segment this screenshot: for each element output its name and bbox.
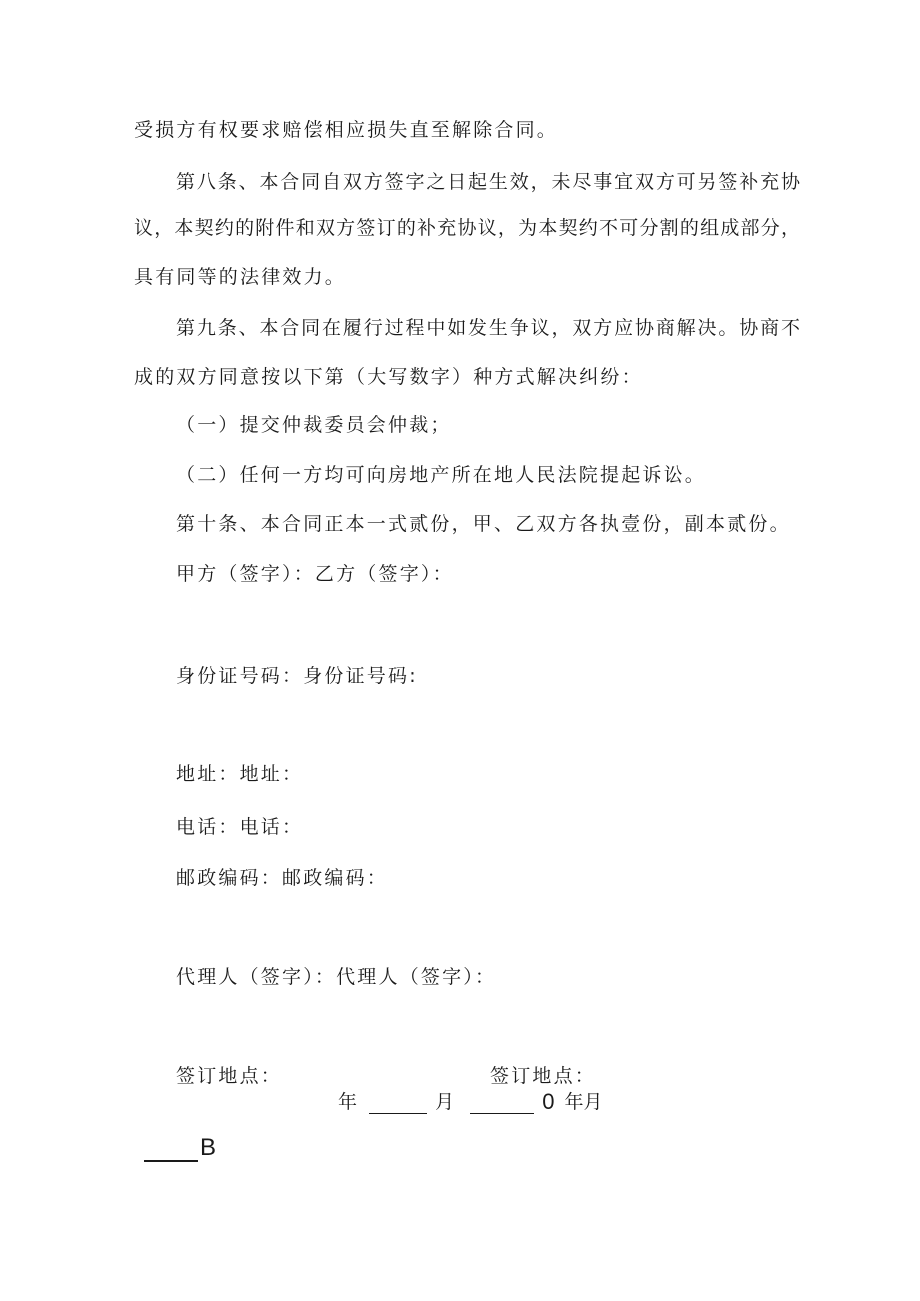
agent-signature-line: 代理人（签字）：代理人（签字）： [176,966,497,988]
article-nine-line-2: 成的双方同意按以下第（大写数字）种方式解决纠纷： [134,366,643,388]
month-blank [470,1093,534,1114]
id-number-line: 身份证号码：身份证号码: [176,665,418,687]
postal-code-line: 邮政编码：邮政编码： [176,867,389,889]
footer-underline [144,1136,198,1162]
address-line: 地址：地址： [176,763,304,785]
contract-text-line: 受损方有权要求赔偿相应损失直至解除合同。 [134,119,559,141]
option-two: （二）任何一方均可向房地产所在地人民法院提起诉讼。 [176,464,707,486]
option-one: （一）提交仲裁委员会仲裁； [176,414,452,436]
party-signature-line: 甲方（签字）：乙方（签字）： [176,563,454,585]
signing-place-right: 签订地点： [490,1065,597,1087]
article-ten: 第十条、本合同正本一式贰份，甲、乙双方各执壹份，副本贰份。 [176,513,791,535]
article-eight-line-2: 议，本契约的附件和双方签订的补充协议，为本契约不可分割的组成部分， [134,217,800,239]
zero-mark: 0 [542,1089,555,1114]
date-line [338,1090,603,1116]
month-label: 月 [435,1091,455,1113]
signing-place-left: 签订地点： [176,1065,283,1087]
article-nine-line-1: 第九条、本合同在履行过程中如发生争议，双方应协商解决。协商不 [176,317,800,339]
year-month-label: 年月 [564,1091,603,1113]
year-label: 年 [338,1091,358,1113]
article-eight-line-3: 具有同等的法律效力。 [134,266,347,288]
year-blank [369,1093,427,1114]
footer-mark [144,1134,216,1162]
phone-line: 电话：电话： [176,816,304,838]
article-eight-line-1: 第八条、本合同自双方签字之日起生效，未尽事宜双方可另签补充协 [176,171,800,193]
footer-letter: B [200,1134,217,1161]
